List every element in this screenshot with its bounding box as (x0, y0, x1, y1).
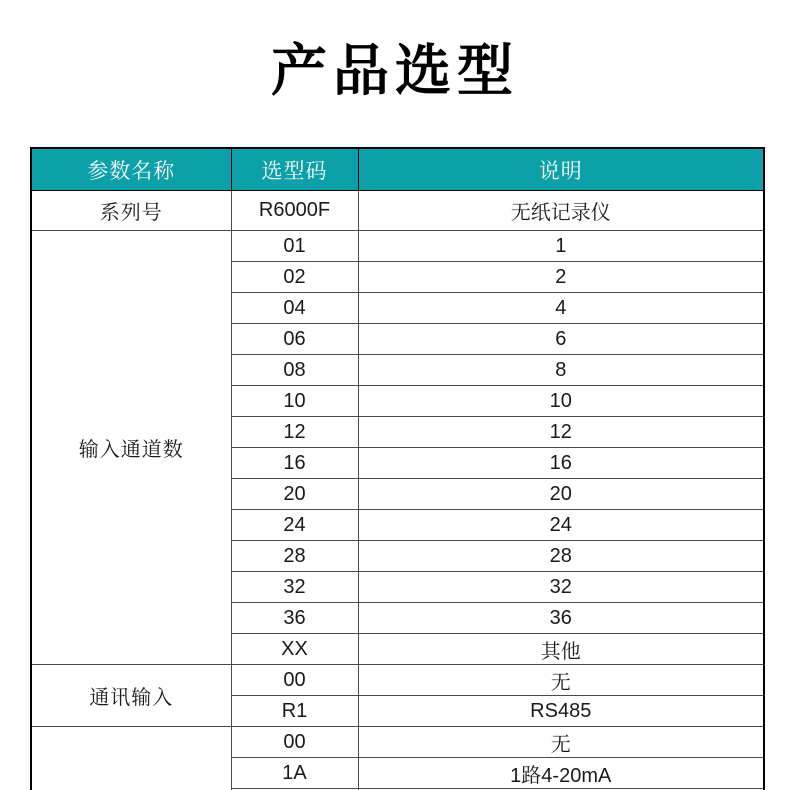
parameter-name-cell: 输入通道数 (31, 231, 231, 665)
description-cell: 2 (358, 262, 764, 293)
selection-code-cell: R6000F (231, 191, 358, 231)
selection-code-cell: 24 (231, 510, 358, 541)
column-header-description: 说明 (358, 148, 764, 191)
description-cell: 16 (358, 448, 764, 479)
selection-code-cell: 02 (231, 262, 358, 293)
selection-code-cell: 1A (231, 758, 358, 789)
description-cell: 无 (358, 665, 764, 696)
description-cell: 无纸记录仪 (358, 191, 764, 231)
description-cell: 10 (358, 386, 764, 417)
selection-code-cell: 08 (231, 355, 358, 386)
selection-code-cell: 20 (231, 479, 358, 510)
table-row (31, 191, 764, 231)
description-cell: 1路4-20mA (358, 758, 764, 789)
selection-code-cell: 36 (231, 603, 358, 634)
table-row (31, 665, 764, 696)
selection-code-cell: 06 (231, 324, 358, 355)
parameter-name-cell: 通讯输入 (31, 665, 231, 727)
description-cell: 8 (358, 355, 764, 386)
description-cell: 20 (358, 479, 764, 510)
page-title: 产品选型 (271, 39, 519, 102)
selection-code-cell: 16 (231, 448, 358, 479)
product-selection-table (30, 147, 765, 790)
description-cell: 32 (358, 572, 764, 603)
description-cell: 6 (358, 324, 764, 355)
selection-code-cell: 01 (231, 231, 358, 262)
selection-code-cell: XX (231, 634, 358, 665)
table-header-row (31, 148, 764, 191)
selection-code-cell: 00 (231, 727, 358, 758)
selection-code-cell: 00 (231, 665, 358, 696)
table-row (31, 231, 764, 262)
description-cell: 其他 (358, 634, 764, 665)
description-cell: 12 (358, 417, 764, 448)
description-cell: 36 (358, 603, 764, 634)
description-cell: 4 (358, 293, 764, 324)
selection-code-cell: 12 (231, 417, 358, 448)
selection-code-cell: 32 (231, 572, 358, 603)
description-cell: 无 (358, 727, 764, 758)
description-cell: RS485 (358, 696, 764, 727)
description-cell: 1 (358, 231, 764, 262)
selection-code-cell: R1 (231, 696, 358, 727)
parameter-name-cell (31, 727, 231, 790)
table-body (31, 191, 764, 790)
selection-code-cell: 28 (231, 541, 358, 572)
selection-code-cell: 10 (231, 386, 358, 417)
selection-code-cell: 04 (231, 293, 358, 324)
column-header-parameter-name: 参数名称 (31, 148, 231, 191)
column-header-selection-code: 选型码 (231, 148, 358, 191)
description-cell: 24 (358, 510, 764, 541)
description-cell: 28 (358, 541, 764, 572)
parameter-name-cell: 系列号 (31, 191, 231, 231)
table-row (31, 727, 764, 758)
